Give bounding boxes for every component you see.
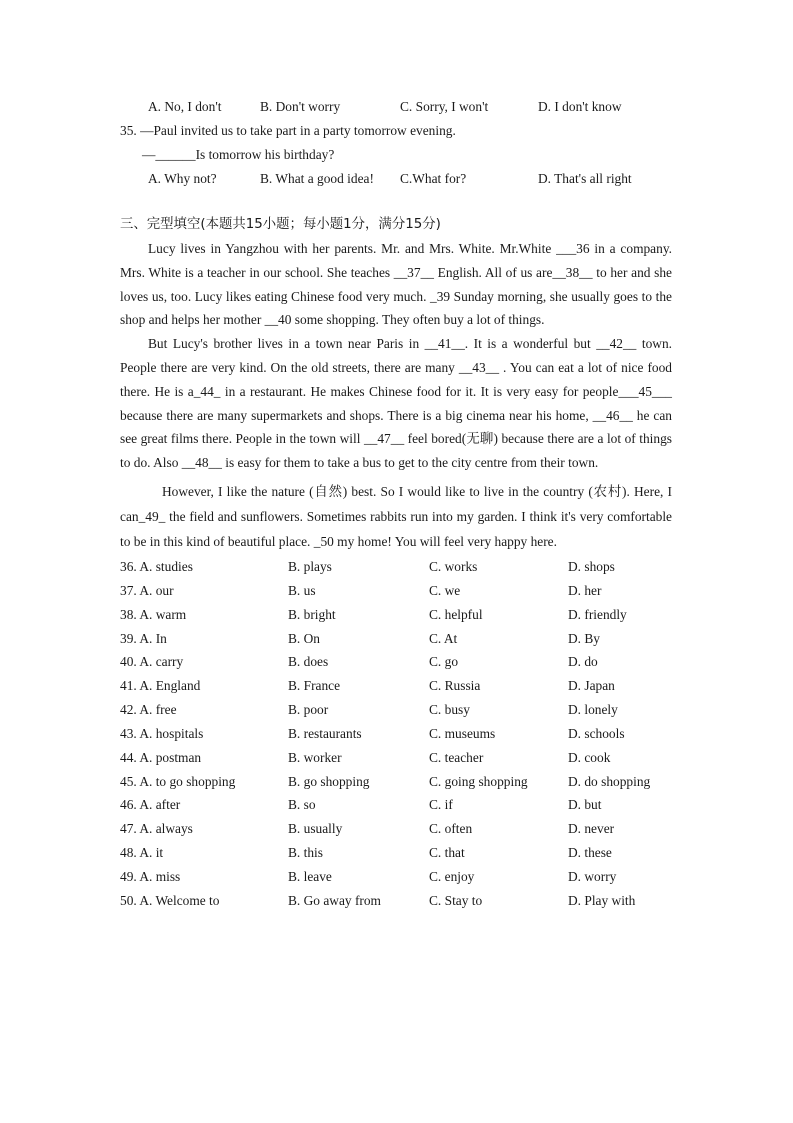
q35-option-d: D. That's all right xyxy=(538,171,632,186)
option-c: C. helpful xyxy=(429,606,483,622)
option-c: C. often xyxy=(429,821,473,837)
q34-options xyxy=(148,95,672,119)
option-a: 43. A. hospitals xyxy=(120,725,204,741)
option-a: 50. A. Welcome to xyxy=(120,892,220,908)
option-b: B. worker xyxy=(288,749,342,765)
section-title: 三、完型填空(本题共15小题；每小题1分，满分15分) xyxy=(120,217,441,232)
option-row-43 xyxy=(120,722,672,746)
option-d: D. never xyxy=(568,821,615,837)
option-row-48 xyxy=(120,841,672,865)
option-b: B. usually xyxy=(288,821,343,837)
option-a: 47. A. always xyxy=(120,821,193,837)
exam-page xyxy=(120,95,672,913)
option-d: D. her xyxy=(568,582,602,598)
option-b: B. On xyxy=(288,630,320,646)
q34-option-c: C. Sorry, I won't xyxy=(400,99,489,114)
option-a: 40. A. carry xyxy=(120,654,184,670)
option-b: B. go shopping xyxy=(288,773,370,789)
option-b: B. us xyxy=(288,582,316,598)
option-row-49 xyxy=(120,865,672,889)
option-c: C. enjoy xyxy=(429,868,475,884)
option-row-40 xyxy=(120,650,672,674)
option-a: 38. A. warm xyxy=(120,606,187,622)
option-a: 36. A. studies xyxy=(120,558,193,574)
option-row-38 xyxy=(120,603,672,627)
option-b: B. leave xyxy=(288,868,332,884)
option-d: D. worry xyxy=(568,868,617,884)
option-a: 45. A. to go shopping xyxy=(120,773,236,789)
option-a: 48. A. it xyxy=(120,845,164,861)
q35-reply: —______Is tomorrow his birthday? xyxy=(142,147,335,162)
option-b: B. bright xyxy=(288,606,336,622)
option-row-36 xyxy=(120,555,672,579)
option-row-41 xyxy=(120,674,672,698)
option-c: C. we xyxy=(429,582,461,598)
option-a: 37. A. our xyxy=(120,582,174,598)
option-row-46 xyxy=(120,793,672,817)
passage-paragraph-3: However, I like the nature (自然) best. So I would like to live in the country (农村). Here, I can_49_ the field and sunflowers. Sometimes rabbits run into my garden. I think it's very comfortable to be in this kind of beautiful place. _50 my home! You will feel very happy here. xyxy=(120,483,672,549)
option-row-47 xyxy=(120,817,672,841)
passage-paragraph-2: But Lucy's brother lives in a town near Paris in __41__. It is a wonderful but __42__ town. People there are very kind. On the old streets, there are many __43__ . You can eat a lot of nice food there. He is a_44_ in a restaurant. He makes Chinese food for it. It is very easy for people___45___ because there are many supermarkets and shops. There is a big cinema near his home, __46__ he can see great films there. People in the town will __47__ feel bored(无聊) because there are a lot of things to do. Also __48__ is easy for them to take a bus to get to the city centre from their town. xyxy=(120,336,672,471)
option-c: C. that xyxy=(429,845,465,861)
q35-option-b: B. What a good idea! xyxy=(260,171,374,186)
q35-option-a: A. Why not? xyxy=(148,171,217,186)
option-d: D. Japan xyxy=(568,678,615,694)
option-row-39 xyxy=(120,627,672,651)
option-d: D. friendly xyxy=(568,606,627,622)
option-c: C. Russia xyxy=(429,678,481,694)
option-a: 46. A. after xyxy=(120,797,181,813)
option-d: D. do xyxy=(568,654,598,670)
options-table xyxy=(120,555,672,913)
option-d: D. but xyxy=(568,797,602,813)
option-d: D. do shopping xyxy=(568,773,651,789)
option-d: D. these xyxy=(568,845,612,861)
option-d: D. cook xyxy=(568,749,611,765)
option-a: 49. A. miss xyxy=(120,868,181,884)
option-c: C. go xyxy=(429,654,459,670)
option-d: D. lonely xyxy=(568,702,618,718)
option-c: C. going shopping xyxy=(429,773,528,789)
q34-option-b: B. Don't worry xyxy=(260,99,341,114)
option-c: C. Stay to xyxy=(429,892,483,908)
option-b: B. Go away from xyxy=(288,892,381,908)
option-c: C. works xyxy=(429,558,478,574)
option-a: 39. A. In xyxy=(120,630,167,646)
option-row-44 xyxy=(120,746,672,770)
option-a: 41. A. England xyxy=(120,678,201,694)
option-c: C. At xyxy=(429,630,458,646)
option-c: C. teacher xyxy=(429,749,484,765)
option-row-45 xyxy=(120,770,672,794)
option-b: B. France xyxy=(288,678,341,694)
q35-question: 35. —Paul invited us to take part in a party tomorrow evening. xyxy=(120,123,456,138)
option-row-50 xyxy=(120,889,672,913)
option-d: D. By xyxy=(568,630,600,646)
option-row-42 xyxy=(120,698,672,722)
option-c: C. busy xyxy=(429,702,470,718)
q34-option-d: D. I don't know xyxy=(538,99,622,114)
option-a: 42. A. free xyxy=(120,702,177,718)
option-row-37 xyxy=(120,579,672,603)
option-a: 44. A. postman xyxy=(120,749,202,765)
option-d: D. Play with xyxy=(568,892,636,908)
option-b: B. restaurants xyxy=(288,725,362,741)
q34-option-a: A. No, I don't xyxy=(148,99,222,114)
q35-options xyxy=(148,167,672,191)
option-c: C. if xyxy=(429,797,453,813)
option-c: C. museums xyxy=(429,725,496,741)
option-d: D. shops xyxy=(568,558,615,574)
option-b: B. plays xyxy=(288,558,332,574)
option-d: D. schools xyxy=(568,725,625,741)
option-b: B. so xyxy=(288,797,316,813)
option-b: B. does xyxy=(288,654,329,670)
option-b: B. this xyxy=(288,845,323,861)
q35-option-c: C.What for? xyxy=(400,171,467,186)
option-b: B. poor xyxy=(288,702,329,718)
passage-paragraph-1: Lucy lives in Yangzhou with her parents. Mr. and Mrs. White. Mr.White ___36 in a company. Mrs. White is a teacher in our school. She teaches __37__ English. All of us are__38__ to her and she loves us, too. Lucy likes eating Chinese food very much. _39 Sunday morning, she usually goes to the shop and helps her mother __40 some shopping. They often buy a lot of things. xyxy=(120,241,672,328)
